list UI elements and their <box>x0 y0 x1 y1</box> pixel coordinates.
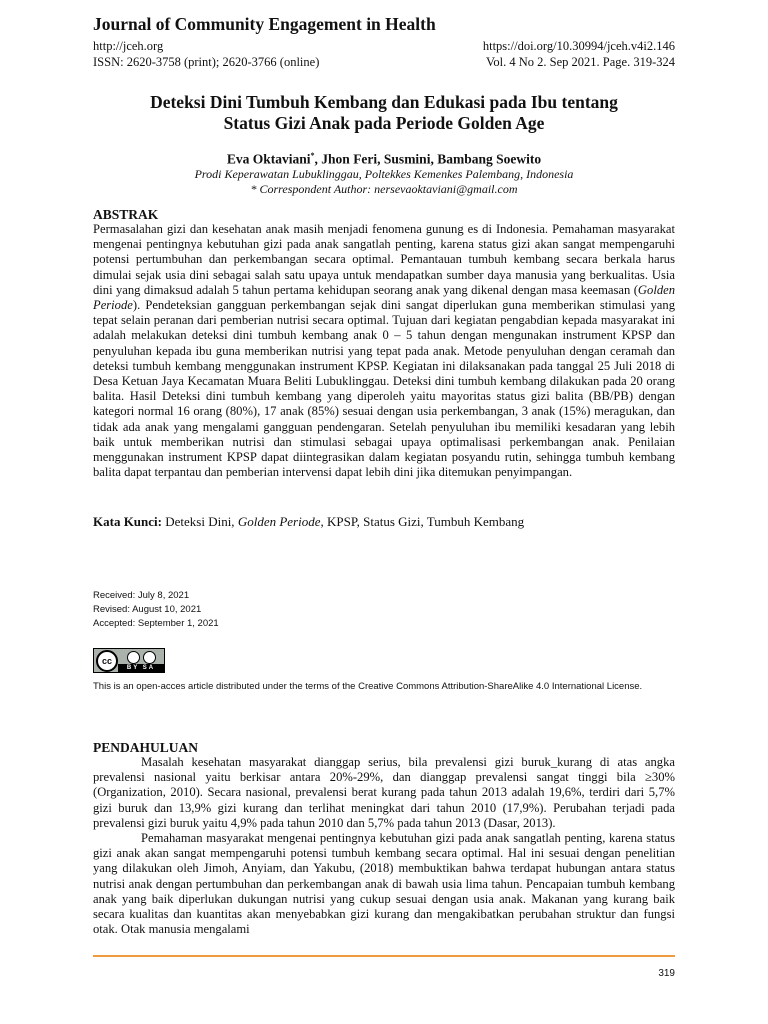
introduction-heading: PENDAHULUAN <box>93 740 199 755</box>
article-doi[interactable]: https://doi.org/10.30994/jceh.v4i2.146 <box>482 39 675 53</box>
cc-badge-right <box>118 649 164 672</box>
cc-icon: cc <box>96 650 118 672</box>
introduction-text <box>93 755 675 937</box>
correspondent-mark: * <box>310 151 315 160</box>
abstract-text-part-1: Permasalahan gizi dan kesehatan anak masih menjadi fenomena gunung es di Indonesia. Pemahaman masyarakat mengenai pentingnya kebutuhan gizi pada anak sangatlah penting, karena status gizi akan sangat mempengaruhi potensi pertumbuhan dan perkembangan secara optimal. Pemantauan tumbuh kembang secara berkala harus dimulai sejak usia dini sebagai salah satu upaya untuk mendapatkan sumber daya manusia yang berkualitas. Usia dini yang dimaksud adalah 5 tahun pertama kehidupan seorang anak yang dikenal dengan masa keemasan ( <box>93 222 675 297</box>
date-received: Received: July 8, 2021 <box>93 590 190 601</box>
journal-volume: Vol. 4 No 2. Sep 2021. Page. 319-324 <box>485 55 675 69</box>
cc-by-sa-license-badge[interactable] <box>93 648 165 673</box>
article-dates <box>93 589 219 631</box>
abstract-text <box>93 222 675 480</box>
keywords-part-1: Deteksi Dini, <box>161 514 238 529</box>
cc-badge-icons <box>127 651 156 664</box>
correspondent-author: * Correspondent Author: nersevaoktaviani@gmail.com <box>250 182 518 196</box>
abstract-text-italic: Golden Periode <box>93 282 675 313</box>
article-title-line-1: Deteksi Dini Tumbuh Kembang dan Edukasi pada Ibu tentang <box>150 92 618 112</box>
keywords <box>93 514 524 530</box>
journal-issn: ISSN: 2620-3758 (print); 2620-3766 (online) <box>93 55 320 69</box>
keywords-part-2: , KPSP, Status Gizi, Tumbuh Kembang <box>320 514 525 529</box>
introduction-paragraph-1: Masalah kesehatan masyarakat dianggap serius, bila prevalensi gizi buruk_kurang di atas angka prevalensi nasional yaitu berkisar antara 20%-29%, dan dianggap prevalensi sangat tinggi bila ≥30% (Organization, 2010). Secara nasional, prevalensi berat kurang pada tahun 2013 adalah 19,6%, terdiri dari 5,7% gizi buruk dan 13,9% gizi kurang dan terlihat meningkat dari tahun 2010 (17,9%). Perubahan terjadi pada prevalensi gizi buruk yaitu 4,9% pada tahun 2010 dan 5,7% pada tahun 2013 (Dasar, 2013). <box>93 755 675 830</box>
date-accepted: Accepted: September 1, 2021 <box>93 618 219 629</box>
journal-meta-row-2 <box>93 55 675 70</box>
abstract-heading: ABSTRAK <box>93 207 159 222</box>
article-title <box>93 92 675 134</box>
page-number: 319 <box>658 968 675 979</box>
date-revised: Revised: August 10, 2021 <box>93 604 202 615</box>
journal-name: Journal of Community Engagement in Health <box>93 14 436 34</box>
share-alike-icon <box>143 651 156 664</box>
journal-url[interactable]: http://jceh.org <box>93 39 164 53</box>
license-statement: This is an open-acces article distributed under the terms of the Creative Commons Attribution-ShareAlike 4.0 International License. <box>93 681 643 692</box>
abstract-text-part-2: ). Pendeteksian gangguan perkembangan sejak dini sangat diperlukan guna memberikan stimulasi yang tepat selain peranan dari pemberian nutrisi secara optimal. Tujuan dari kegiatan pengabdian kepada masyarakat ini adalah melakukan deteksi dini tumbuh kembang anak 0 – 5 tahun dengan mengunakan instrument KPSP dan penyuluhan kepada ibu guna memberikan nutrisi yang tepat pada anak. Metode penyuluhan dengan ceramah dan deteksi tumbuh kembang menggunakan instrument KPSP. Kegiatan ini dilaksanakan pada tanggal 25 Juli 2018 di Desa Ketuan Jaya Kecamatan Muara Beliti Lubuklinggau. Deteksi dini tumbuh kembang dilakukan pada 20 orang balita. Hasil Deteksi dini tumbuh kembang yang diperoleh yaitu mayoritas status gizi balita (BB/PB) dengan kategori normal 16 orang (80%), 17 anak (85%) sesuai dengan usia perkembangan, 3 anak (15%) meragukan, dan tidak ada anak yang mengalami gangguan pendengaran. Setelah penyuluhan ibu memiliki kesadaran yang lebih baik untuk memberikan nutrisi dan stimulasi sebagai upaya optimalisasi perkembangan anak. Penilaian menggunakan instrument KPSP dapat diintegrasikan dalam kegiatan posyandu rutin, sehingga tumbuh kembang balita dapat terpantau dan pemberian intervensi dapat lebih dini jika ditemukan penyimpangan. <box>93 298 675 480</box>
keywords-italic: Golden Periode <box>237 514 321 529</box>
authors-rest: , Jhon Feri, Susmini, Bambang Soewito <box>314 151 542 167</box>
footer-rule <box>93 955 675 957</box>
author-affiliation: Prodi Keperawatan Lubuklinggau, Poltekkes Kemenkes Palembang, Indonesia <box>194 167 574 181</box>
author-first: Eva Oktaviani <box>226 151 311 167</box>
introduction-paragraph-2: Pemahaman masyarakat mengenai pentingnya kebutuhan gizi pada anak sangatlah penting, karena status gizi anak akan sangat mempengaruhi potensi tumbuh kembang secara optimal. Hal ini sesuai dengan penelitian yang dilakukan oleh Jimoh, Anyiam, dan Yakubu, (2018) membuktikan bahwa terdapat hubungan antara status nutrisi anak dengan pertumbuhan dan perkembangan anak di bawah usia lima tahun. Pencapaian tumbuh kembang anak yang baik diperlukan dukungan nutrisi yang cukup sesuai dengan usia anak. Makanan yang kurang baik secara kualitas dan kuantitas akan menyebabkan gizi kurang dan mengakibatkan perubahan struktur dan fungsi otak. Otak manusia mengalami <box>93 831 675 937</box>
author-list <box>93 151 675 168</box>
keywords-label: Kata Kunci: <box>93 514 162 529</box>
by-attribution-icon <box>127 651 140 664</box>
cc-badge-label: BY SA <box>118 664 164 672</box>
journal-meta-row-1 <box>93 39 675 54</box>
article-title-line-2: Status Gizi Anak pada Periode Golden Age <box>223 113 545 133</box>
